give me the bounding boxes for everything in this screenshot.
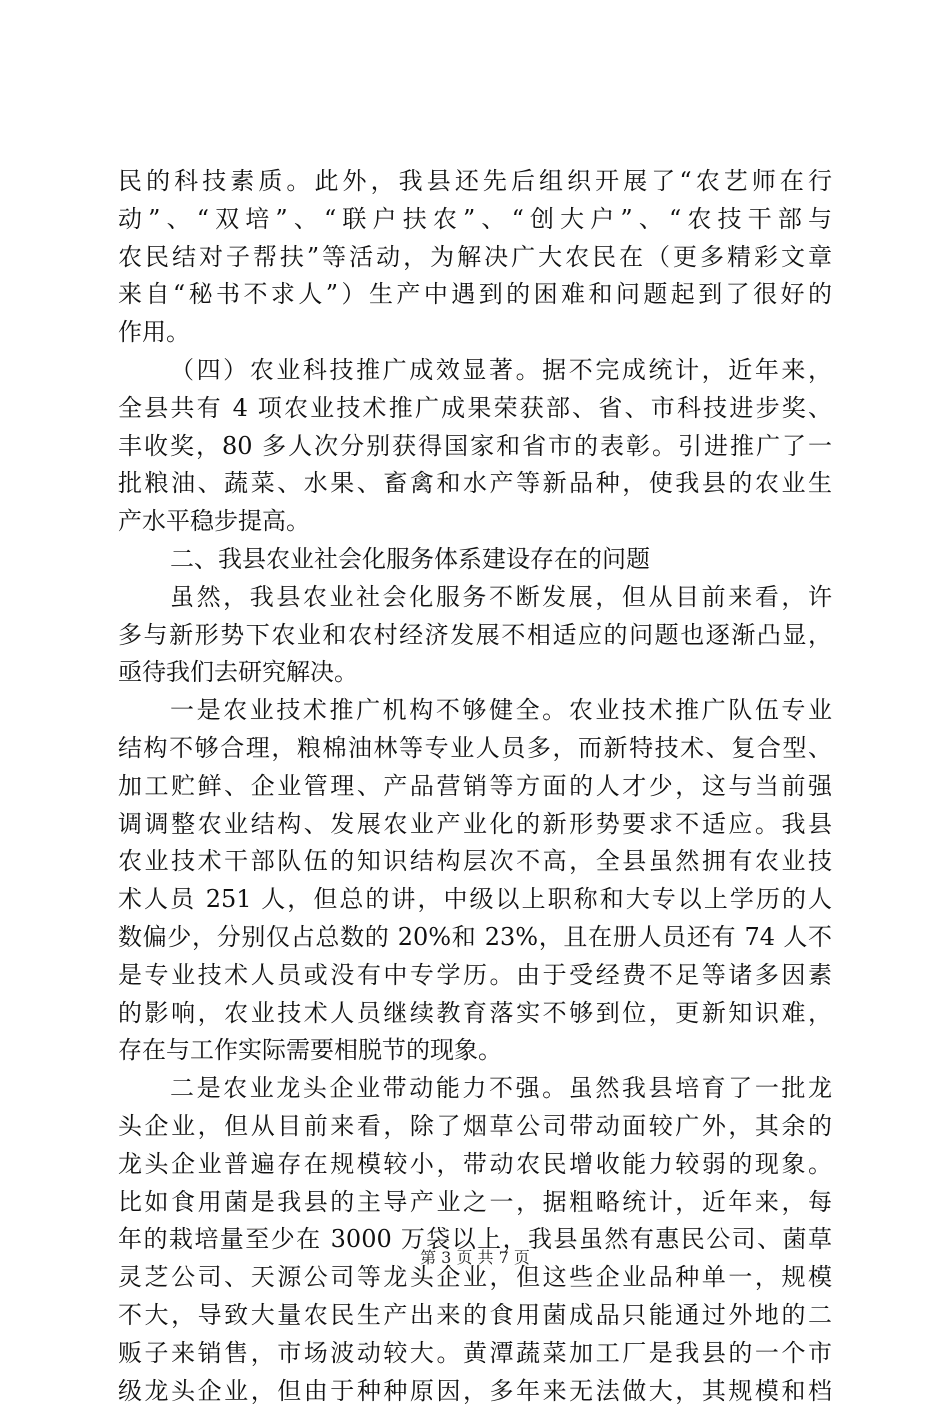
text-line: 虽然，我县农业社会化服务不断发展，但从目前来看，许 bbox=[118, 579, 832, 617]
text-line: 动”、“双培”、“联户扶农”、“创大户”、“农技干部与 bbox=[118, 201, 832, 239]
text-line: 多与新形势下农业和农村经济发展不相适应的问题也逐渐凸显， bbox=[118, 617, 832, 655]
text-line: 贩子来销售，市场波动较大。黄潭蔬菜加工厂是我县的一个市 bbox=[118, 1335, 832, 1373]
text-line: 数偏少，分别仅占总数的 20%和 23%，且在册人员还有 74 人不 bbox=[118, 919, 832, 957]
text-line: 二是农业龙头企业带动能力不强。虽然我县培育了一批龙 bbox=[118, 1070, 832, 1108]
text-line: 龙头企业普遍存在规模较小，带动农民增收能力较弱的现象。 bbox=[118, 1146, 832, 1184]
text-line: 民的科技素质。此外，我县还先后组织开展了“农艺师在行 bbox=[118, 163, 832, 201]
text-line: 比如食用菌是我县的主导产业之一，据粗略统计，近年来，每 bbox=[118, 1184, 832, 1222]
text-line: 级龙头企业，但由于种种原因，多年来无法做大，其规模和档 bbox=[118, 1373, 832, 1410]
text-line: 丰收奖，80 多人次分别获得国家和省市的表彰。引进推广了一 bbox=[118, 428, 832, 466]
text-line: 二、我县农业社会化服务体系建设存在的问题 bbox=[118, 541, 832, 579]
text-line: 结构不够合理，粮棉油林等专业人员多，而新特技术、复合型、 bbox=[118, 730, 832, 768]
text-line: 存在与工作实际需要相脱节的现象。 bbox=[118, 1032, 832, 1070]
text-line: 调调整农业结构、发展农业产业化的新形势要求不适应。我县 bbox=[118, 806, 832, 844]
text-line: 农民结对子帮扶”等活动，为解决广大农民在（更多精彩文章 bbox=[118, 239, 832, 277]
text-line: 来自“秘书不求人”）生产中遇到的困难和问题起到了很好的 bbox=[118, 276, 832, 314]
text-line: 是专业技术人员或没有中专学历。由于受经费不足等诸多因素 bbox=[118, 957, 832, 995]
text-line: 的影响，农业技术人员继续教育落实不够到位，更新知识难， bbox=[118, 995, 832, 1033]
text-line: 灵芝公司、天源公司等龙头企业，但这些企业品种单一，规模 bbox=[118, 1259, 832, 1297]
page-number-footer: 第 3 页 共 7 页 bbox=[0, 1248, 950, 1268]
document-body bbox=[118, 163, 832, 1410]
text-line: 农业技术干部队伍的知识结构层次不高，全县虽然拥有农业技 bbox=[118, 843, 832, 881]
text-line: 不大，导致大量农民生产出来的食用菌成品只能通过外地的二 bbox=[118, 1297, 832, 1335]
text-line: 年的栽培量至少在 3000 万袋以上，我县虽然有惠民公司、菌草 bbox=[118, 1221, 832, 1259]
text-line: 全县共有 4 项农业技术推广成果荣获部、省、市科技进步奖、 bbox=[118, 390, 832, 428]
text-line: 批粮油、蔬菜、水果、畜禽和水产等新品种，使我县的农业生 bbox=[118, 465, 832, 503]
text-line: （四）农业科技推广成效显著。据不完成统计，近年来， bbox=[118, 352, 832, 390]
text-line: 加工贮鲜、企业管理、产品营销等方面的人才少，这与当前强 bbox=[118, 768, 832, 806]
text-line: 亟待我们去研究解决。 bbox=[118, 654, 832, 692]
text-line: 一是农业技术推广机构不够健全。农业技术推广队伍专业 bbox=[118, 692, 832, 730]
text-line: 产水平稳步提高。 bbox=[118, 503, 832, 541]
text-line: 作用。 bbox=[118, 314, 832, 352]
text-line: 头企业，但从目前来看，除了烟草公司带动面较广外，其余的 bbox=[118, 1108, 832, 1146]
text-line: 术人员 251 人，但总的讲，中级以上职称和大专以上学历的人 bbox=[118, 881, 832, 919]
